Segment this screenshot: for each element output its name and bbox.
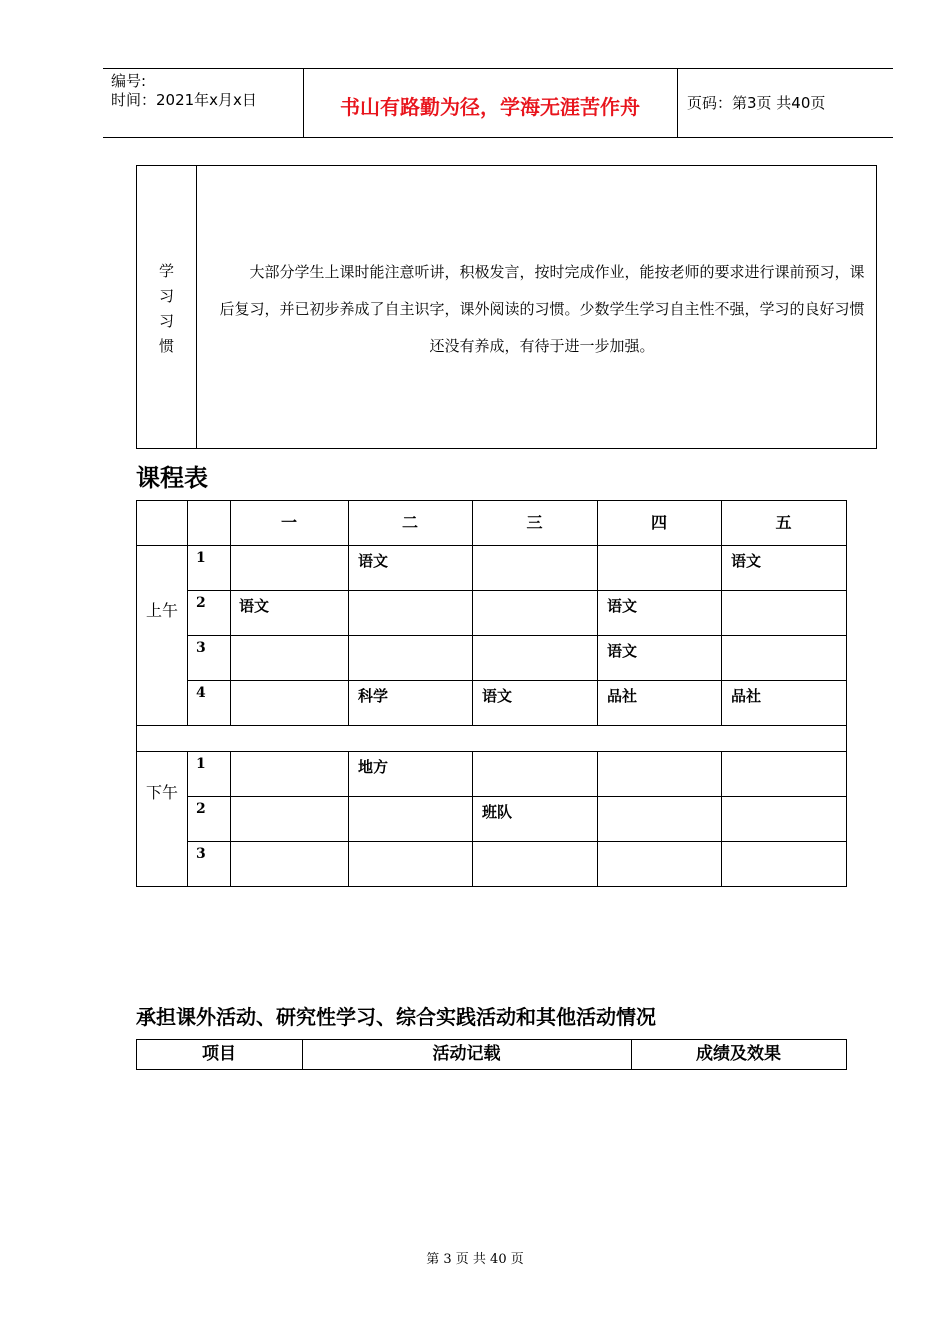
number-label: 编号: [111,72,147,90]
class-cell: 语文 [482,687,513,705]
period-number: 1 [196,550,206,566]
class-cell: 品社 [731,687,762,705]
period-number: 4 [196,685,206,701]
day-header: 二 [401,513,418,532]
habit-divider [196,166,197,448]
grid-line [136,751,847,752]
header-info-cell [103,69,304,137]
day-header: 三 [526,513,543,532]
habit-label [137,259,196,359]
habit-label-char: 习 [158,287,174,305]
period-number: 2 [196,595,206,611]
grid-line [136,545,847,546]
period-number: 3 [196,846,206,862]
grid-line [136,500,137,887]
activities-col-header: 活动记载 [432,1044,501,1064]
grid-line [187,635,847,636]
grid-line [472,751,473,887]
grid-line [187,751,188,887]
grid-line [187,841,847,842]
habit-label-char: 习 [158,312,174,330]
time-label: 时间：2021年x月x日 [111,91,257,109]
class-cell: 科学 [358,687,389,705]
class-cell: 语文 [358,552,389,570]
day-header: 四 [650,513,667,532]
motto: 书山有路勤为径，学海无涯苦作舟 [340,95,640,119]
activities-col-header: 项目 [202,1044,236,1064]
class-cell: 语文 [607,597,638,615]
grid-line [187,590,847,591]
page-footer: 第 3 页 共 40 页 [426,1252,524,1267]
habit-label-char: 学 [158,262,174,280]
class-cell: 语文 [731,552,762,570]
grid-line [136,1069,847,1070]
grid-line [187,500,188,726]
page-header [103,68,893,138]
grid-line [597,751,598,887]
activities-col-header: 成绩及效果 [696,1044,781,1064]
habit-box [136,165,877,449]
period-number: 1 [196,756,206,772]
class-cell: 品社 [607,687,638,705]
grid-line [230,751,231,887]
habit-text [215,254,869,365]
grid-line [187,680,847,681]
class-cell: 地方 [358,758,389,776]
period-number: 2 [196,801,206,817]
grid-line [846,1039,847,1070]
grid-line [136,886,847,887]
afternoon-label: 下午 [145,783,178,802]
class-cell: 班队 [482,803,513,821]
grid-line [348,751,349,887]
habit-paragraph: 大部分学生上课时能注意听讲，积极发言，按时完成作业，能按老师的要求进行课前预习，课后复习，并已初步养成了自主识字，课外阅读的习惯。少数学生学习自主性不强，学习的良好习惯还没有养成，有待于进一步加强。 [219,263,865,355]
schedule-title: 课程表 [136,463,208,492]
day-header: 一 [280,513,297,532]
period-number: 3 [196,640,206,656]
grid-line [846,500,847,887]
day-header: 五 [775,513,792,532]
header-page-cell [677,69,893,137]
grid-line [721,751,722,887]
activities-title: 承担课外活动、研究性学习、综合实践活动和其他活动情况 [136,1005,656,1029]
class-cell: 语文 [239,597,270,615]
morning-label: 上午 [145,601,178,620]
grid-line [187,796,847,797]
header-motto-cell [303,69,678,137]
page-label: 页码：第3页 共40页 [687,94,826,112]
class-cell: 语文 [607,642,638,660]
habit-label-char: 惯 [158,337,174,355]
grid-line [136,725,847,726]
